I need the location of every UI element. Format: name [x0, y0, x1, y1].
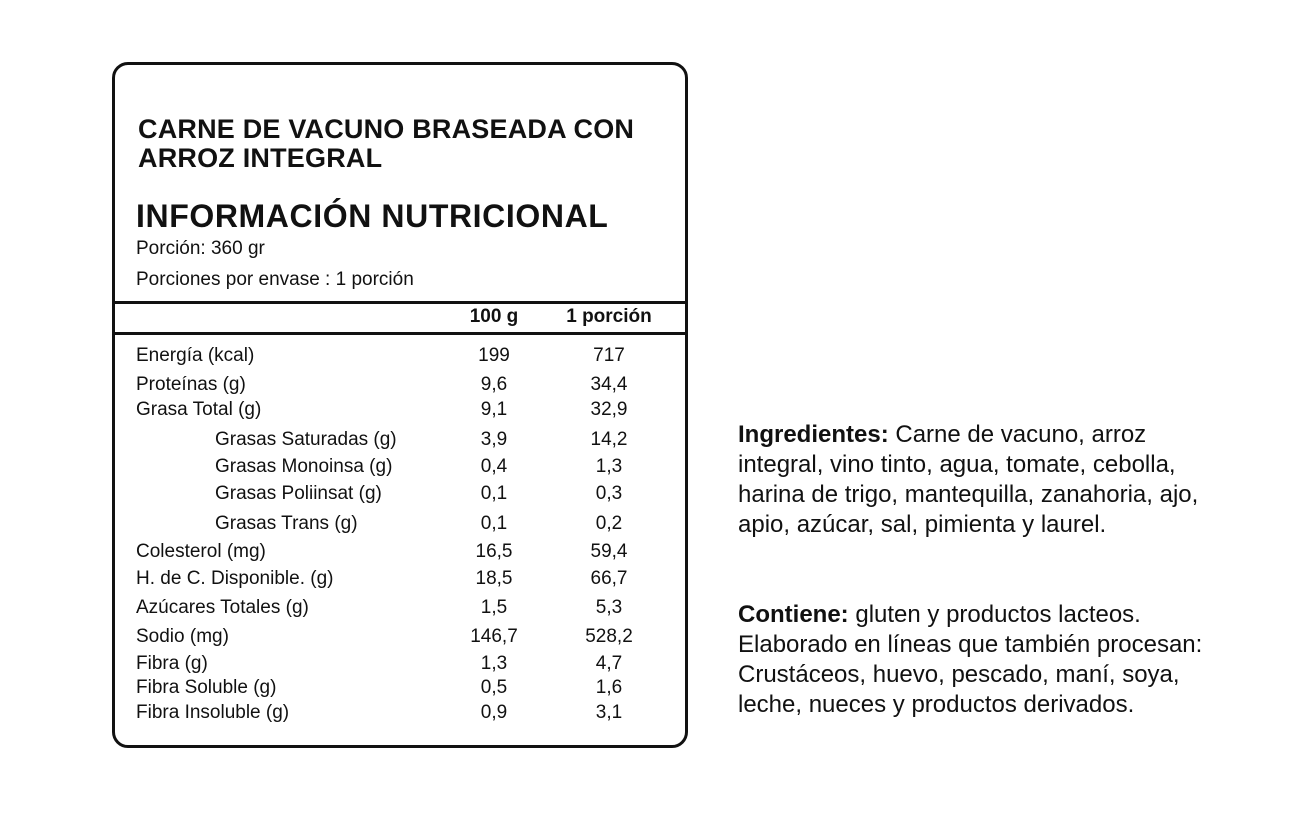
- nutrient-name: Energía (kcal): [136, 345, 255, 366]
- ingredients-label: Ingredientes:: [738, 421, 889, 448]
- value-per-serving: 4,7: [595, 653, 623, 674]
- product-title: CARNE DE VACUNO BRASEADA CON ARROZ INTEGRAL: [138, 114, 635, 173]
- nutrient-row: [115, 568, 685, 590]
- nutrient-name: Colesterol (mg): [136, 541, 266, 562]
- nutrient-name: Grasas Monoinsa (g): [215, 456, 393, 477]
- nutrient-name: H. de C. Disponible. (g): [136, 568, 334, 589]
- value-per-100g: 9,1: [480, 399, 508, 420]
- nutrition-facts-panel: [112, 62, 688, 748]
- value-per-serving: 59,4: [590, 541, 628, 562]
- value-per-serving: 0,2: [595, 513, 623, 534]
- allergens-text: gluten y productos lacteos. Elaborado en líneas que también procesan: Crustáceos, huevo, pescado, maní, soya, leche, nueces y productos derivados.: [738, 601, 1203, 718]
- value-per-serving: 14,2: [590, 429, 628, 450]
- value-per-100g: 18,5: [475, 568, 513, 589]
- column-header-per-100g: 100 g: [469, 306, 519, 327]
- value-per-100g: 0,1: [480, 483, 508, 504]
- nutrient-name: Fibra Soluble (g): [136, 677, 277, 698]
- nutrient-row: [115, 626, 685, 648]
- value-per-100g: 146,7: [470, 626, 518, 647]
- table-header-divider: [115, 332, 685, 335]
- value-per-serving: 32,9: [590, 399, 628, 420]
- nutrient-name: Grasa Total (g): [136, 399, 262, 420]
- value-per-serving: 1,3: [595, 456, 623, 477]
- allergens-label: Contiene:: [738, 601, 849, 628]
- nutrient-row: [115, 677, 685, 699]
- nutrient-row: [115, 483, 685, 505]
- nutrient-name: Grasas Poliinsat (g): [215, 483, 382, 504]
- value-per-serving: 1,6: [595, 677, 623, 698]
- nutrient-name: Fibra Insoluble (g): [136, 702, 290, 723]
- nutrient-row: [115, 456, 685, 478]
- value-per-100g: 0,9: [480, 702, 508, 723]
- value-per-100g: 9,6: [480, 374, 508, 395]
- servings-per-container: Porciones por envase : 1 porción: [136, 269, 414, 290]
- value-per-100g: 1,3: [480, 653, 508, 674]
- serving-size: Porción: 360 gr: [136, 238, 265, 259]
- nutrient-row: [115, 702, 685, 724]
- nutrition-info-heading: INFORMACIÓN NUTRICIONAL: [136, 198, 609, 234]
- nutrient-name: Fibra (g): [136, 653, 208, 674]
- ingredients-block: [738, 420, 1238, 540]
- nutrient-row: [115, 399, 685, 421]
- value-per-serving: 66,7: [590, 568, 628, 589]
- value-per-100g: 0,4: [480, 456, 508, 477]
- value-per-100g: 16,5: [475, 541, 513, 562]
- value-per-serving: 0,3: [595, 483, 623, 504]
- nutrient-name: Proteínas (g): [136, 374, 246, 395]
- value-per-100g: 199: [478, 345, 510, 366]
- value-per-100g: 0,5: [480, 677, 508, 698]
- allergens-block: [738, 600, 1238, 720]
- nutrient-name: Azúcares Totales (g): [136, 597, 309, 618]
- value-per-100g: 3,9: [480, 429, 508, 450]
- value-per-serving: 717: [593, 345, 625, 366]
- nutrient-row: [115, 513, 685, 535]
- column-header-per-serving: 1 porción: [566, 306, 652, 327]
- value-per-serving: 528,2: [585, 626, 633, 647]
- value-per-100g: 1,5: [480, 597, 508, 618]
- nutrient-name: Sodio (mg): [136, 626, 229, 647]
- nutrient-row: [115, 653, 685, 675]
- nutrient-row: [115, 345, 685, 367]
- value-per-100g: 0,1: [480, 513, 508, 534]
- nutrient-row: [115, 374, 685, 396]
- value-per-serving: 34,4: [590, 374, 628, 395]
- nutrient-row: [115, 429, 685, 451]
- nutrient-row: [115, 597, 685, 619]
- nutrient-name: Grasas Trans (g): [215, 513, 358, 534]
- value-per-serving: 5,3: [595, 597, 623, 618]
- ingredients-text: Carne de vacuno, arroz integral, vino tinto, agua, tomate, cebolla, harina de trigo, mantequilla, zanahoria, ajo, apio, azúcar, sal, pimienta y laurel.: [738, 421, 1199, 538]
- table-top-divider: [115, 301, 685, 304]
- nutrient-name: Grasas Saturadas (g): [215, 429, 397, 450]
- value-per-serving: 3,1: [595, 702, 623, 723]
- nutrient-row: [115, 541, 685, 563]
